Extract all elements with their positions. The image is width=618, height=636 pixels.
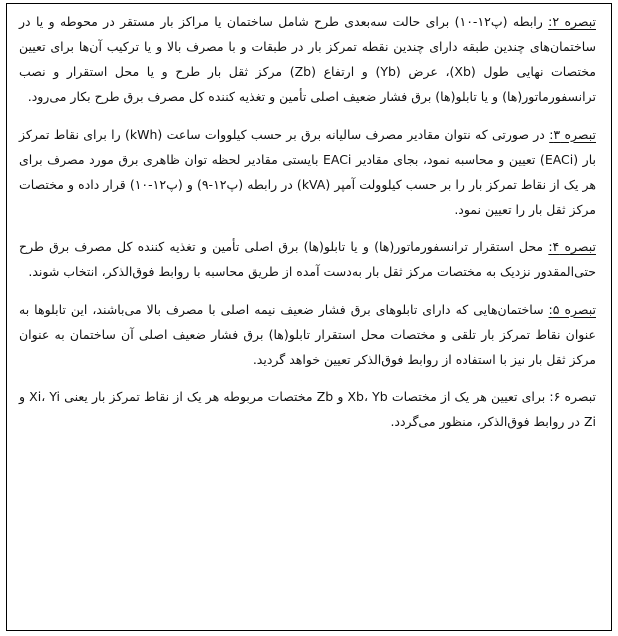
note-label: تبصره ۶: bbox=[549, 389, 597, 404]
note-5 bbox=[7, 297, 611, 372]
note-text: رابطه (پ۱۲-۱۰) برای حالت سه‌بعدی طرح شامل ساختمان یا مراکز بار مستقر در محوطه و یا در ساختمان‌های چندین طبقه دارای چندین نقطه تمرکز بار در طبقات و با مصرف بالا و یا ترکیب آن‌ها برای تعیین مختصات نهایی طول (Xb)، عرض (Yb) و ارتفاع (Zb) مرکز ثقل بار طرح و یا محل استقرار و نصب ترانسفورماتور(ها) و یا تابلو(ها) برق فشار ضعیف اصلی تأمین و تغذیه کننده کل مصرف برق طرح بکار می‌رود. bbox=[19, 14, 596, 104]
note-text: برای تعیین هر یک از مختصات Xb، Yb و Zb مختصات مربوطه هر یک از نقاط تمرکز بار یعنی Xi، Yi و Zi در روابط فوق‌الذکر، منظور می‌گردد. bbox=[19, 389, 596, 429]
note-label: تبصره ۲: bbox=[548, 14, 596, 29]
note-label: تبصره ۵: bbox=[548, 301, 596, 317]
note-3 bbox=[7, 122, 611, 222]
note-label: تبصره ۳: bbox=[549, 126, 596, 142]
note-4 bbox=[7, 234, 611, 284]
note-label: تبصره ۴: bbox=[548, 239, 596, 254]
note-text: در صورتی که نتوان مقادیر مصرف سالیانه برق بر حسب کیلووات ساعت (kWh) را برای نقاط تمرکز بار (EACi) تعیین و محاسبه نمود، بجای مقادیر EACi بایستی مقادیر لحظه توان ظاهری برق مورد مصرف برای هر یک از نقاط تمرکز بار را بر حسب کیلوولت آمپر (kVA) در رابطه (پ۱۲-۹) و (پ۱۲-۱۰) قرار داده و مختصات مرکز ثقل بار را تعیین نمود. bbox=[19, 126, 597, 217]
note-text: ساختمان‌هایی که دارای تابلوهای برق فشار ضعیف نیمه اصلی با مصرف بالا می‌باشند، این تابلوها به عنوان نقاط تمرکز بار تلقی و مختصات محل استقرار تابلو(ها) برق فشار ضعیف اصلی آن ساختمان به عنوان مرکز ثقل بار نیز با استفاده از روابط فوق‌الذکر تعیین خواهد گردید. bbox=[19, 301, 596, 367]
note-6 bbox=[7, 384, 611, 434]
note-text: محل استقرار ترانسفورماتور(ها) و یا تابلو(ها) برق اصلی تأمین و تغذیه کننده کل مصرف برق طرح حتی‌المقدور نزدیک به مختصات مرکز ثقل بار به‌دست آمده از طریق محاسبه با روابط فوق‌الذکر، انتخاب شوند. bbox=[19, 239, 596, 279]
note-2 bbox=[7, 9, 611, 109]
notes-box bbox=[6, 3, 612, 631]
